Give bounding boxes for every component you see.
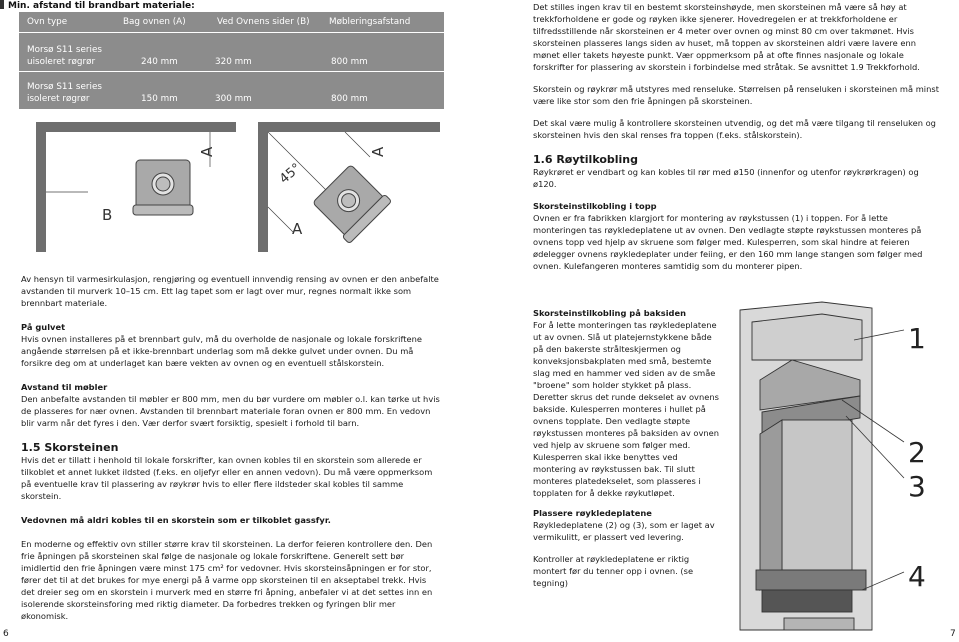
row-value-b: 320 mm xyxy=(215,57,252,67)
diagram-corner-45 xyxy=(258,122,440,252)
dim-line-a-top xyxy=(345,132,370,157)
paragraph-kontroll: Kontroller at røykledeplatene er riktig montert før du tenner opp i ovnen. (se tegning) xyxy=(533,554,694,588)
row-value-b: 300 mm xyxy=(215,94,252,104)
paragraph-warning: Vedovnen må aldri kobles til en skorstein som er tilkoblet gassfyr. xyxy=(21,515,331,525)
plinth xyxy=(784,618,854,630)
paragraph-mobler: Den anbefalte avstanden til møbler er 800 mm, men du bør vurdere om møbler o.l. kan tørke ut hvis de plasseres for nær ovnen. Avstanden til brennbart materiale foran ovnen er 800 mm. En vedovn blir varm når det fyres i den. Vær derfor svært forsiktig, spesielt i forhold til barn. xyxy=(21,394,440,428)
stove-top-view xyxy=(133,160,193,215)
heading-skorsteinen: 1.5 Skorsteinen xyxy=(21,441,119,454)
paragraph-height: Det stilles ingen krav til en bestemt skorsteinshøyde, men skorsteinen må være så høy at trekkforholdene er gode og røyken ikke sjenerer. Hovedregelen er at trekkforholdene er tilfredsstillende når skorsteinen er 4 meter over ovnen og minst 80 cm over takmønet. Hvis skorsteinen plasseres langs siden av huset, må toppen av skorsteinen aldri være lavere enn mønet eller takets høyeste punkt. Vær oppmerksom på at ofte finnes nasjonale og lokale forskrifter for plassering av skorstein i forbindelse med stråtak. Se avsnittet 1.9 Trekkforhold. xyxy=(533,2,920,72)
callout-1: 1 xyxy=(908,322,926,355)
callout-3: 3 xyxy=(908,470,926,503)
table-row xyxy=(19,72,444,109)
placement-diagrams xyxy=(0,112,460,262)
heading-bakside: Skorsteinstilkobling på baksiden xyxy=(533,308,687,318)
label-a-top: A xyxy=(369,146,387,157)
stove-cutaway-illustration xyxy=(722,300,959,642)
table-row xyxy=(19,33,444,72)
page-number-left: 6 xyxy=(3,629,9,639)
paragraph-control: Det skal være mulig å kontrollere skorsteinen utvendig, og det må være tilgang til renseluken og skorsteinen hvis den skal renses fra toppen (f.eks. stålskorstein). xyxy=(533,118,936,140)
firebox-side xyxy=(760,420,782,590)
heading-plassere: Plassere røykledeplatene xyxy=(533,508,652,518)
label-b: B xyxy=(102,206,113,224)
diagonal-line xyxy=(268,132,330,194)
header-ved-sider: Ved Ovnens sider (B) xyxy=(217,17,310,27)
paragraph-skorsteinen: Hvis det er tillatt i henhold til lokale forskrifter, kan ovnen kobles til en skorstein som allerede er tilkoblet et annet lukket ildsted (f.eks. en oljefyr eller en annen vedovn). Du må være oppmerksom på eventuelle krav til plassering av røykrør hvis to eller flere ildsteder skal kobles til samme skorstein. xyxy=(21,455,433,501)
row-type-line2: uisoleret røgrør xyxy=(27,57,96,67)
ash-drawer xyxy=(762,590,852,612)
row-value-a: 150 mm xyxy=(141,94,178,104)
right-column-top xyxy=(533,1,941,272)
paragraph-renseluke: Skorstein og røykrør må utstyres med renseluke. Størrelsen på renseluken i skorsteinen må minst være like stor som den frie åpningen på skorsteinen. xyxy=(533,84,939,106)
row-type-line1: Morsø S11 series xyxy=(27,45,102,55)
distance-table xyxy=(19,12,444,109)
paragraph-roytilkobling: Røykrøret er vendbart og kan kobles til rør med ø150 (innenfor og utenfor røykrørkragen) og ø120. xyxy=(533,167,919,189)
row-type-line1: Morsø S11 series xyxy=(27,82,102,92)
paragraph-topp: Ovnen er fra fabrikken klargjort for montering av røykstussen (1) i toppen. For å lette monteringen tas røykledeplatene ut av ovnen. Den vedlagte støpte røykstussen monteres på ovnens topp ved hjelp av skruene som følger med. Kulesperren, som skal hindre at feieren ødelegger ovnens røykledeplater under feiing, er den 160 mm lange stangen som følger med ovnen. Kulefangeren monteres samtidig som du monterer pipen. xyxy=(533,213,923,271)
table-title-text: Min. afstand til brandbart materiale: xyxy=(8,1,195,11)
row-value-m: 800 mm xyxy=(331,57,368,67)
paragraph-bakside: For å lette monteringen tas røykledeplatene ut av ovnen. Slå ut platejernstykkene både på den bakerste strålteskjermen og konveksjonsbakplaten med små, bestemte slag med en hammer ved siden av de småe "broene" som holder stykket på plass. Deretter skrus det runde dekselet av ovnens bakside. Kulesperren monteres i hullet på ovnens topplate. Den vedlagte støpte røykstussen monteres på baksiden av ovnen ved hjelp av skruene som følger med. Kulesperren skal ikke benyttes ved montering av røykstussen bak. Til slutt monteres platedekselet, som plasseres i topplaten for å dekke røykutløpet. xyxy=(533,320,720,498)
row-value-m: 800 mm xyxy=(331,94,368,104)
label-a: A xyxy=(198,146,216,157)
angle-label: 45° xyxy=(276,160,305,188)
stove-top-view-rotated xyxy=(310,162,391,243)
label-a-bottom: A xyxy=(292,220,303,238)
firebox-rear xyxy=(782,420,852,570)
left-column xyxy=(21,273,441,622)
header-ovn-type: Ovn type xyxy=(27,17,68,27)
callout-4: 4 xyxy=(908,560,926,593)
header-mobleringsafstand: Møbleringsafstand xyxy=(329,17,411,27)
row-type-line2: isoleret røgrør xyxy=(27,94,90,104)
heading-roytilkobling: 1.6 Røytilkobling xyxy=(533,153,639,166)
heading-mobler: Avstand til møbler xyxy=(21,382,108,392)
callout-2: 2 xyxy=(908,436,926,469)
firebox-floor xyxy=(756,570,866,590)
dim-line-a-bottom xyxy=(268,207,293,232)
header-bag-ovnen: Bag ovnen (A) xyxy=(123,17,186,27)
table-header-row xyxy=(19,12,444,33)
stove-top-section xyxy=(752,314,862,360)
paragraph-modern: En moderne og effektiv ovn stiller større krav til skorsteinen. La derfor feieren kontrollere den. Den frie åpningen på skorsteinen skal følge de nasjonale og lokale forskriftene. Generelt sett bør imidlertid den frie åpningen være minst 175 cm² for vedovner. Hvis skorsteinsåpningen er for stor, fører det til at det brukes for mye energi på å varme opp skorsteinen til en akseptabel trekk. Hvis det dreier seg om en skorstein i murverk med en større fri åpning, anbefaler vi at det settes inn en isolerende skorsteinsforing med riktig diameter. Da forbedres trekken og fyringen blir mer økonomisk. xyxy=(21,539,433,621)
page-number-right: 7 xyxy=(950,629,956,639)
heading-topp: Skorsteinstilkobling i topp xyxy=(533,201,657,211)
paragraph-intro: Av hensyn til varmesirkulasjon, rengjøring og eventuell innvendig rensing av ovnen er den anbefalte avstanden til murverk 10–15 cm. Ett lag tapet som er lagt over mur, regnes normalt ikke som brennbart materiale. xyxy=(21,274,439,308)
paragraph-plassere: Røykledeplatene (2) og (3), som er laget av vermikulitt, er plassert ved levering. xyxy=(533,520,715,542)
paragraph-gulvet: Hvis ovnen installeres på et brennbart gulv, må du overholde de nasjonale og lokale forskriftene angående størrelsen på et ikke-brennbart underlag som må dekke gulvet under ovnen. Du må forsikre deg om at underlaget kan bære vekten av ovnen og en eventuell stålskorstein. xyxy=(21,334,422,368)
table-title xyxy=(0,0,445,12)
row-value-a: 240 mm xyxy=(141,57,178,67)
heading-gulvet: På gulvet xyxy=(21,322,66,332)
title-bar-marker xyxy=(0,0,4,9)
right-column-bottom xyxy=(533,307,721,589)
diagram-straight xyxy=(36,122,236,252)
